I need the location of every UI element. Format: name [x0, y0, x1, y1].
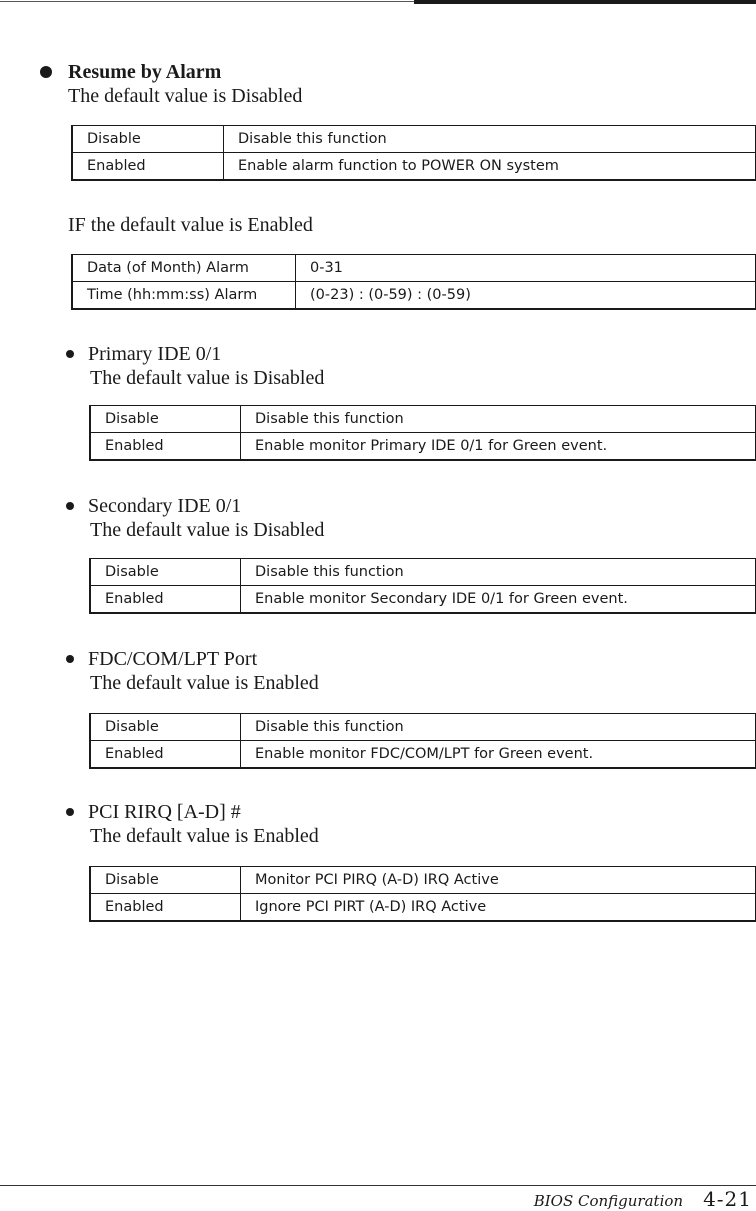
option-cell: Enabled: [90, 741, 241, 769]
pci-irq-table: [89, 866, 756, 922]
table-row: [90, 867, 756, 894]
description-cell: Monitor PCI PIRQ (A-D) IRQ Active: [241, 867, 756, 894]
table-row: [90, 406, 756, 433]
pci-irq-title: PCI RIRQ [A-D] #: [88, 801, 241, 823]
primary-ide-default: The default value is Disabled: [90, 367, 325, 389]
table-row: [90, 714, 756, 741]
option-cell: Time (hh:mm:ss) Alarm: [72, 282, 296, 310]
top-rule: [0, 1, 414, 2]
page-number: 4-21: [703, 1187, 752, 1211]
table-row: [72, 255, 756, 282]
primary-ide-section: [66, 342, 324, 390]
resume-by-alarm-heading: [40, 60, 302, 84]
if-enabled-text: IF the default value is Enabled: [68, 214, 313, 236]
description-cell: Enable monitor FDC/COM/LPT for Green event.: [241, 741, 756, 769]
description-cell: Enable monitor Primary IDE 0/1 for Green event.: [241, 433, 756, 461]
fdc-com-lpt-default: The default value is Enabled: [90, 672, 319, 694]
table-row: [72, 126, 756, 153]
footer-section-title: BIOS Configuration: [533, 1192, 684, 1210]
option-cell: Enabled: [72, 153, 224, 181]
description-cell: Disable this function: [241, 714, 756, 741]
description-cell: Enable monitor Secondary IDE 0/1 for Green event.: [241, 586, 756, 614]
option-cell: Enabled: [90, 433, 241, 461]
alarm-settings-table: [71, 254, 756, 310]
footer-rule: [0, 1185, 756, 1186]
description-cell: (0-23) : (0-59) : (0-59): [296, 282, 756, 310]
bullet-icon: [66, 502, 74, 510]
option-cell: Enabled: [90, 894, 241, 922]
secondary-ide-title: Secondary IDE 0/1: [88, 495, 242, 517]
table-row: [90, 559, 756, 586]
description-cell: Ignore PCI PIRT (A-D) IRQ Active: [241, 894, 756, 922]
option-cell: Disable: [90, 867, 241, 894]
resume-by-alarm-title: Resume by Alarm: [68, 61, 222, 83]
primary-ide-title: Primary IDE 0/1: [88, 343, 222, 365]
pci-irq-default: The default value is Enabled: [90, 825, 319, 847]
pci-irq-section: [66, 800, 319, 848]
table-row: [90, 433, 756, 461]
secondary-ide-default: The default value is Disabled: [90, 519, 325, 541]
bullet-icon: [40, 66, 52, 78]
table-row: [90, 586, 756, 614]
bullet-icon: [66, 350, 74, 358]
secondary-ide-section: [66, 494, 324, 542]
description-cell: Disable this function: [241, 559, 756, 586]
resume-by-alarm-table: [71, 125, 756, 181]
primary-ide-table: [89, 405, 756, 461]
fdc-com-lpt-title: FDC/COM/LPT Port: [88, 648, 258, 670]
description-cell: Disable this function: [241, 406, 756, 433]
secondary-ide-table: [89, 558, 756, 614]
page-footer: [534, 1187, 752, 1211]
description-cell: Enable alarm function to POWER ON system: [224, 153, 756, 181]
option-cell: Data (of Month) Alarm: [72, 255, 296, 282]
resume-by-alarm-default: The default value is Disabled: [68, 85, 303, 107]
option-cell: Disable: [90, 714, 241, 741]
pci-irq-heading: [66, 800, 319, 824]
table-row: [90, 741, 756, 769]
option-cell: Disable: [72, 126, 224, 153]
bullet-icon: [66, 655, 74, 663]
table-row: [72, 282, 756, 310]
bullet-icon: [66, 808, 74, 816]
primary-ide-heading: [66, 342, 324, 366]
fdc-com-lpt-section: [66, 647, 319, 695]
top-rule-accent: [414, 0, 756, 4]
table-row: [72, 153, 756, 181]
option-cell: Enabled: [90, 586, 241, 614]
fdc-com-lpt-heading: [66, 647, 319, 671]
option-cell: Disable: [90, 559, 241, 586]
resume-by-alarm-section: [40, 60, 302, 108]
fdc-com-lpt-table: [89, 713, 756, 769]
option-cell: Disable: [90, 406, 241, 433]
table-row: [90, 894, 756, 922]
description-cell: Disable this function: [224, 126, 756, 153]
secondary-ide-heading: [66, 494, 324, 518]
description-cell: 0-31: [296, 255, 756, 282]
